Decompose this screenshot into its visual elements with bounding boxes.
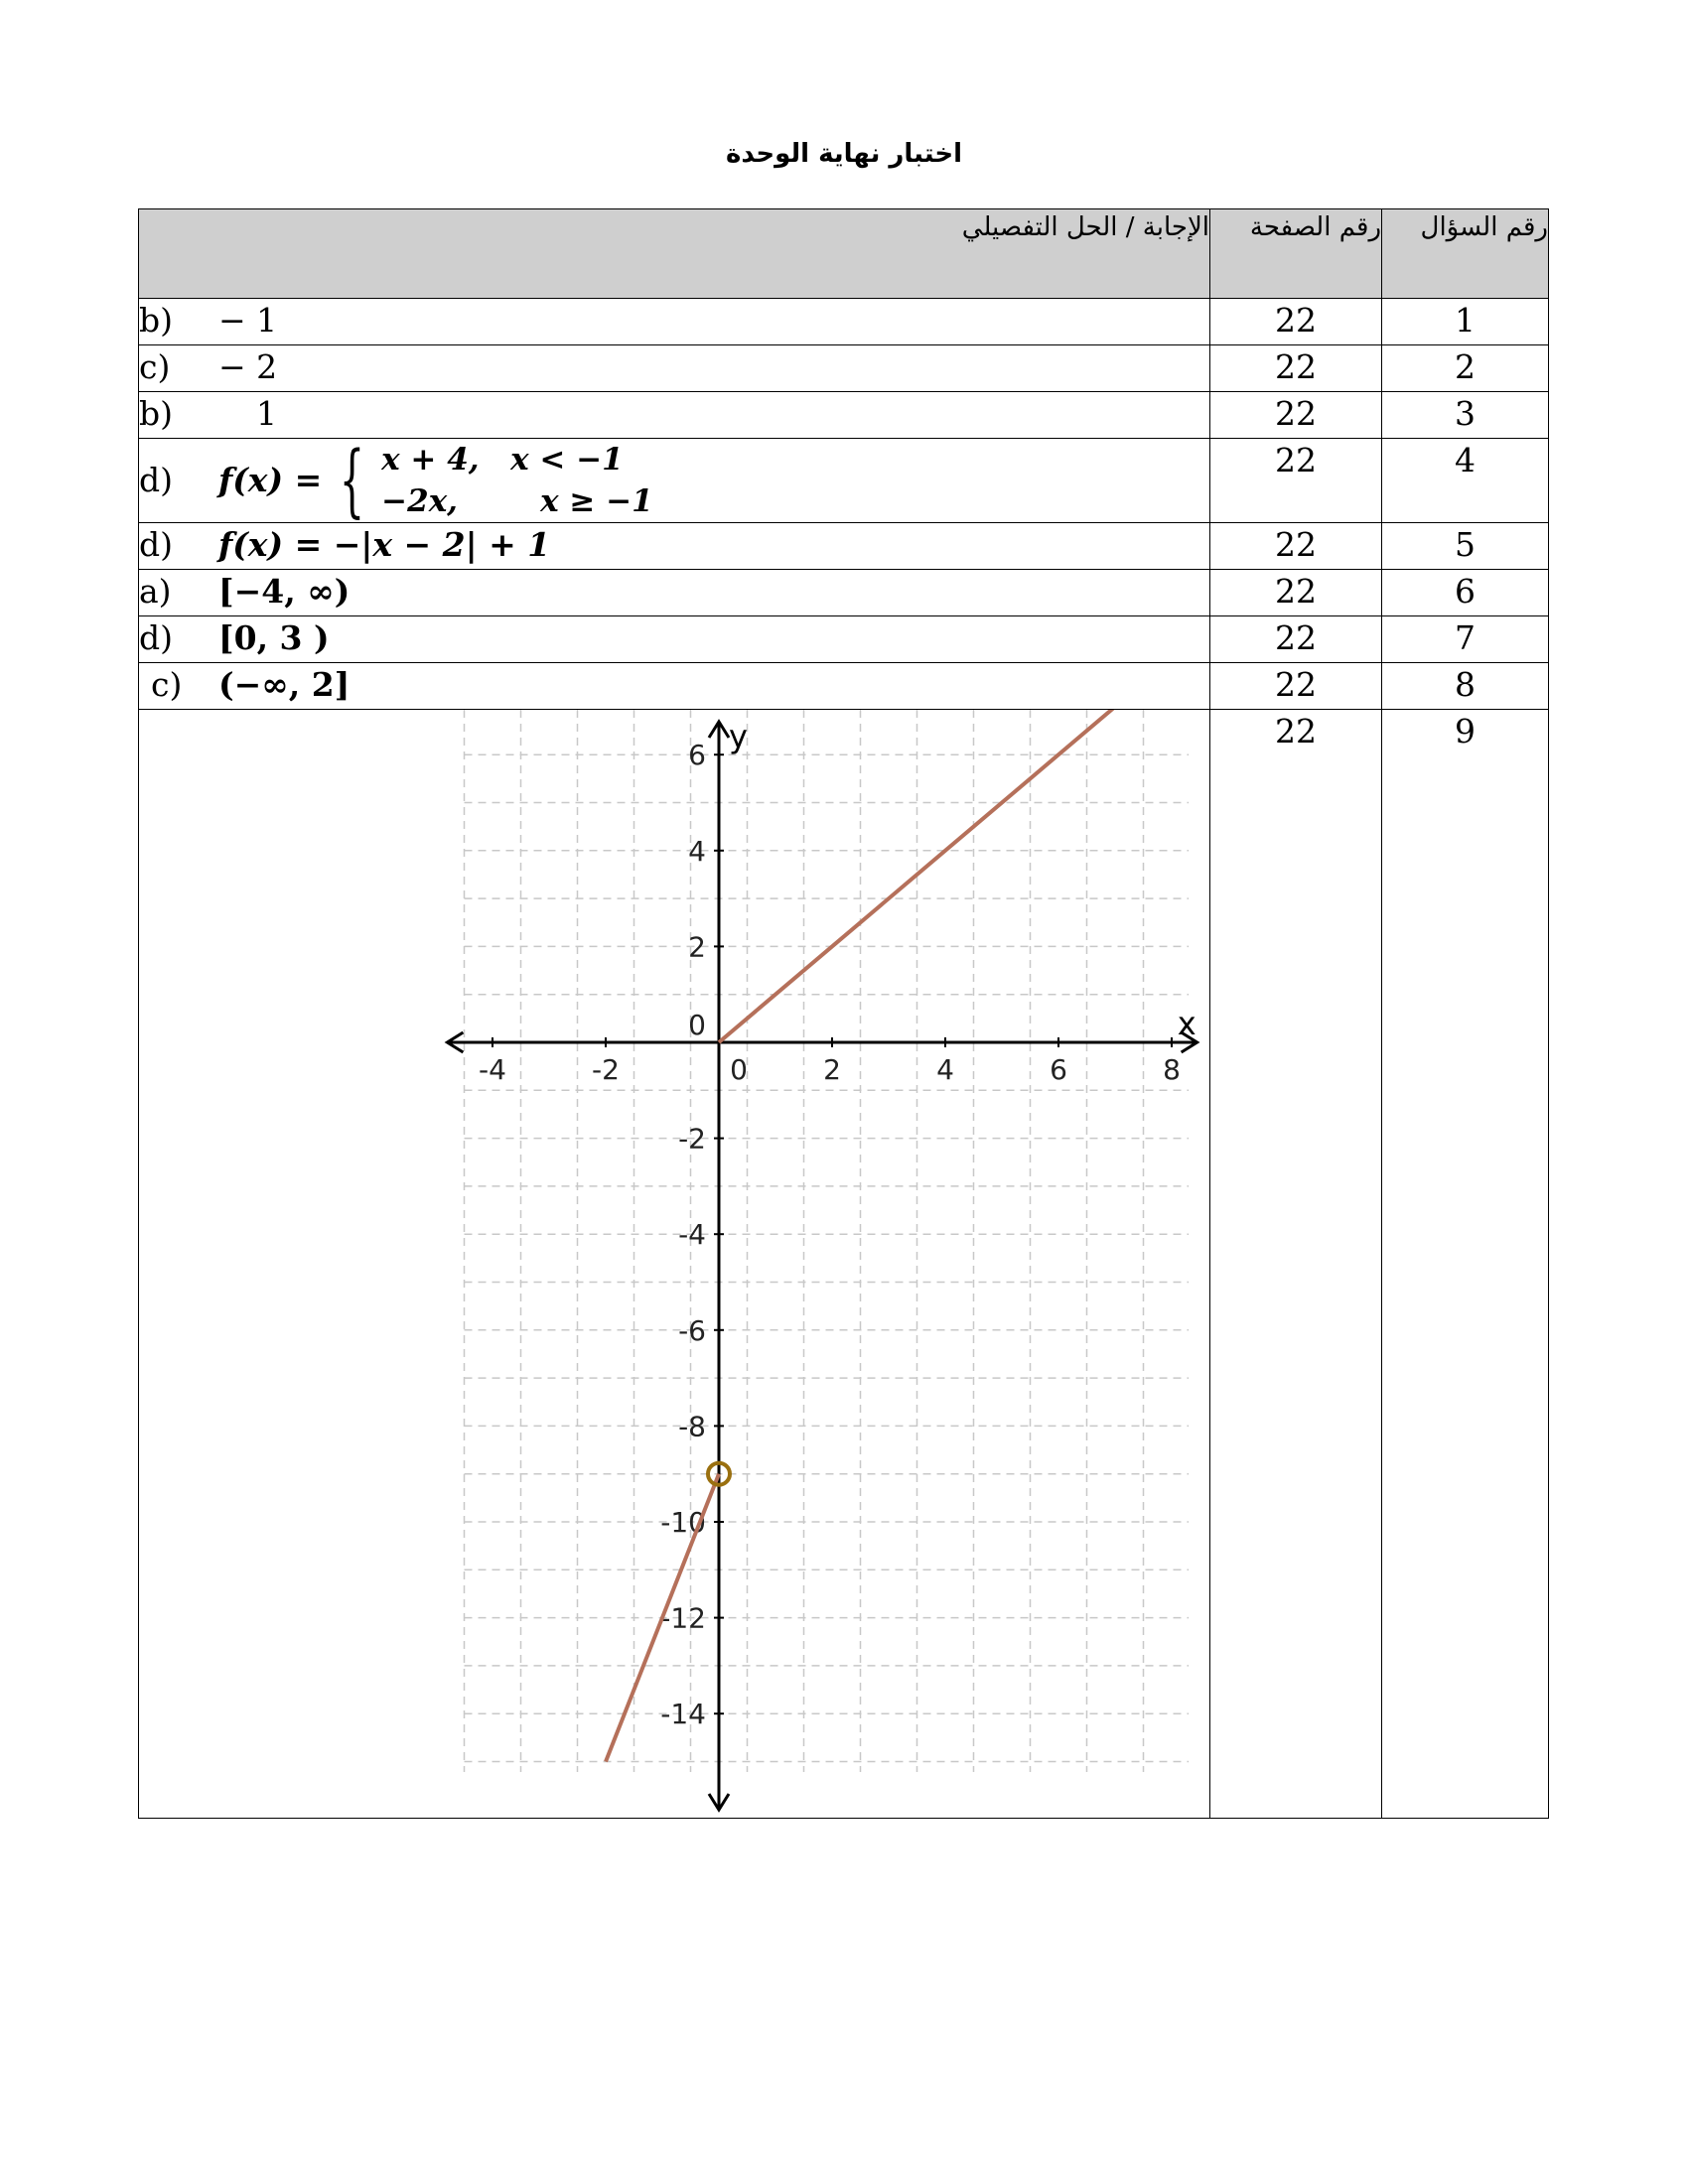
- choice-label: b): [139, 394, 173, 433]
- y-axis-label: y: [729, 717, 748, 755]
- choice-label: a): [139, 572, 172, 611]
- brace-icon: {: [339, 434, 364, 526]
- answer-cell: [139, 616, 1210, 663]
- answer-cell: [139, 299, 1210, 345]
- function-graph: [139, 710, 1210, 1814]
- answer-cell: [139, 345, 1210, 392]
- answer-text: − 2: [218, 347, 278, 386]
- y-tick-label: -4: [678, 1218, 706, 1252]
- question-number: 6: [1382, 570, 1549, 616]
- x-tick-label: 6: [1050, 1053, 1067, 1086]
- table-row: [139, 616, 1549, 663]
- table-row: [139, 345, 1549, 392]
- answer-cell: [139, 392, 1210, 439]
- page-number: 22: [1210, 710, 1382, 1819]
- answer-cell: [139, 663, 1210, 710]
- y-tick-label: -10: [660, 1506, 706, 1539]
- page-number: 22: [1210, 663, 1382, 710]
- table-row: [139, 392, 1549, 439]
- x-tick-label: 2: [823, 1053, 841, 1086]
- x-tick-label: -4: [479, 1053, 506, 1086]
- choice-label: b): [139, 301, 173, 340]
- table-row: [139, 663, 1549, 710]
- answer-text: f(x) = −|x − 2| + 1: [218, 525, 551, 564]
- page-number: 22: [1210, 439, 1382, 523]
- piecewise-cases: [381, 439, 653, 522]
- question-number: 5: [1382, 523, 1549, 570]
- choice-label: c): [151, 665, 183, 704]
- page-title: اختبار نهاية الوحدة: [725, 139, 962, 169]
- table-row: [139, 570, 1549, 616]
- x-tick-label: -2: [592, 1053, 620, 1086]
- case1-expression: x + 4,: [381, 442, 480, 478]
- choice-label: d): [139, 525, 173, 564]
- page-number: 22: [1210, 616, 1382, 663]
- y-tick-label: 4: [688, 834, 706, 868]
- question-number: 1: [1382, 299, 1549, 345]
- graph-cell: [139, 710, 1210, 1819]
- table-row: [139, 439, 1549, 523]
- page-number: 22: [1210, 392, 1382, 439]
- table-row: [139, 710, 1549, 1819]
- choice-label: d): [139, 461, 173, 499]
- answer-table: [138, 208, 1549, 1819]
- header-question: رقم السؤال: [1382, 209, 1549, 299]
- x-tick-label: 4: [936, 1053, 954, 1086]
- table-row: [139, 299, 1549, 345]
- piecewise-lhs: f(x) =: [218, 461, 323, 499]
- answer-text: 1: [256, 394, 277, 433]
- page-number: 22: [1210, 570, 1382, 616]
- x-axis-label: x: [1177, 1005, 1196, 1042]
- question-number: 9: [1382, 710, 1549, 1819]
- x-tick-label: 0: [730, 1053, 748, 1086]
- header-page: رقم الصفحة: [1210, 209, 1382, 299]
- question-number: 7: [1382, 616, 1549, 663]
- table-row: [139, 523, 1549, 570]
- y-tick-label: -2: [678, 1122, 706, 1156]
- answer-text: (−∞, 2]: [218, 665, 351, 704]
- choice-label: c): [139, 347, 171, 386]
- case1-condition: x < −1: [510, 442, 624, 478]
- question-number: 2: [1382, 345, 1549, 392]
- page-number: 22: [1210, 299, 1382, 345]
- x-tick-label: 8: [1163, 1053, 1181, 1086]
- question-number: 8: [1382, 663, 1549, 710]
- choice-label: d): [139, 618, 173, 657]
- header-answer: الإجابة / الحل التفصيلي: [139, 209, 1210, 299]
- y-tick-label: -12: [660, 1601, 706, 1635]
- page-number: 22: [1210, 523, 1382, 570]
- y-tick-label: 0: [688, 1009, 706, 1041]
- question-number: 4: [1382, 439, 1549, 523]
- y-tick-label: 6: [688, 739, 706, 772]
- answer-cell: [139, 570, 1210, 616]
- y-tick-label: -14: [660, 1698, 706, 1731]
- y-tick-label: -8: [678, 1410, 706, 1443]
- answer-cell: [139, 434, 1210, 526]
- y-tick-label: 2: [688, 930, 706, 964]
- answer-cell: [139, 523, 1210, 570]
- answer-text: − 1: [218, 301, 278, 340]
- case2-condition: x ≥ −1: [540, 483, 653, 519]
- y-tick-label: -6: [678, 1313, 706, 1347]
- table-header-row: [139, 209, 1549, 299]
- answer-text: [−4, ∞): [218, 572, 351, 611]
- question-number: 3: [1382, 392, 1549, 439]
- page-number: 22: [1210, 345, 1382, 392]
- answer-text: [0, 3 ): [218, 618, 330, 657]
- case2-expression: −2x,: [381, 483, 458, 519]
